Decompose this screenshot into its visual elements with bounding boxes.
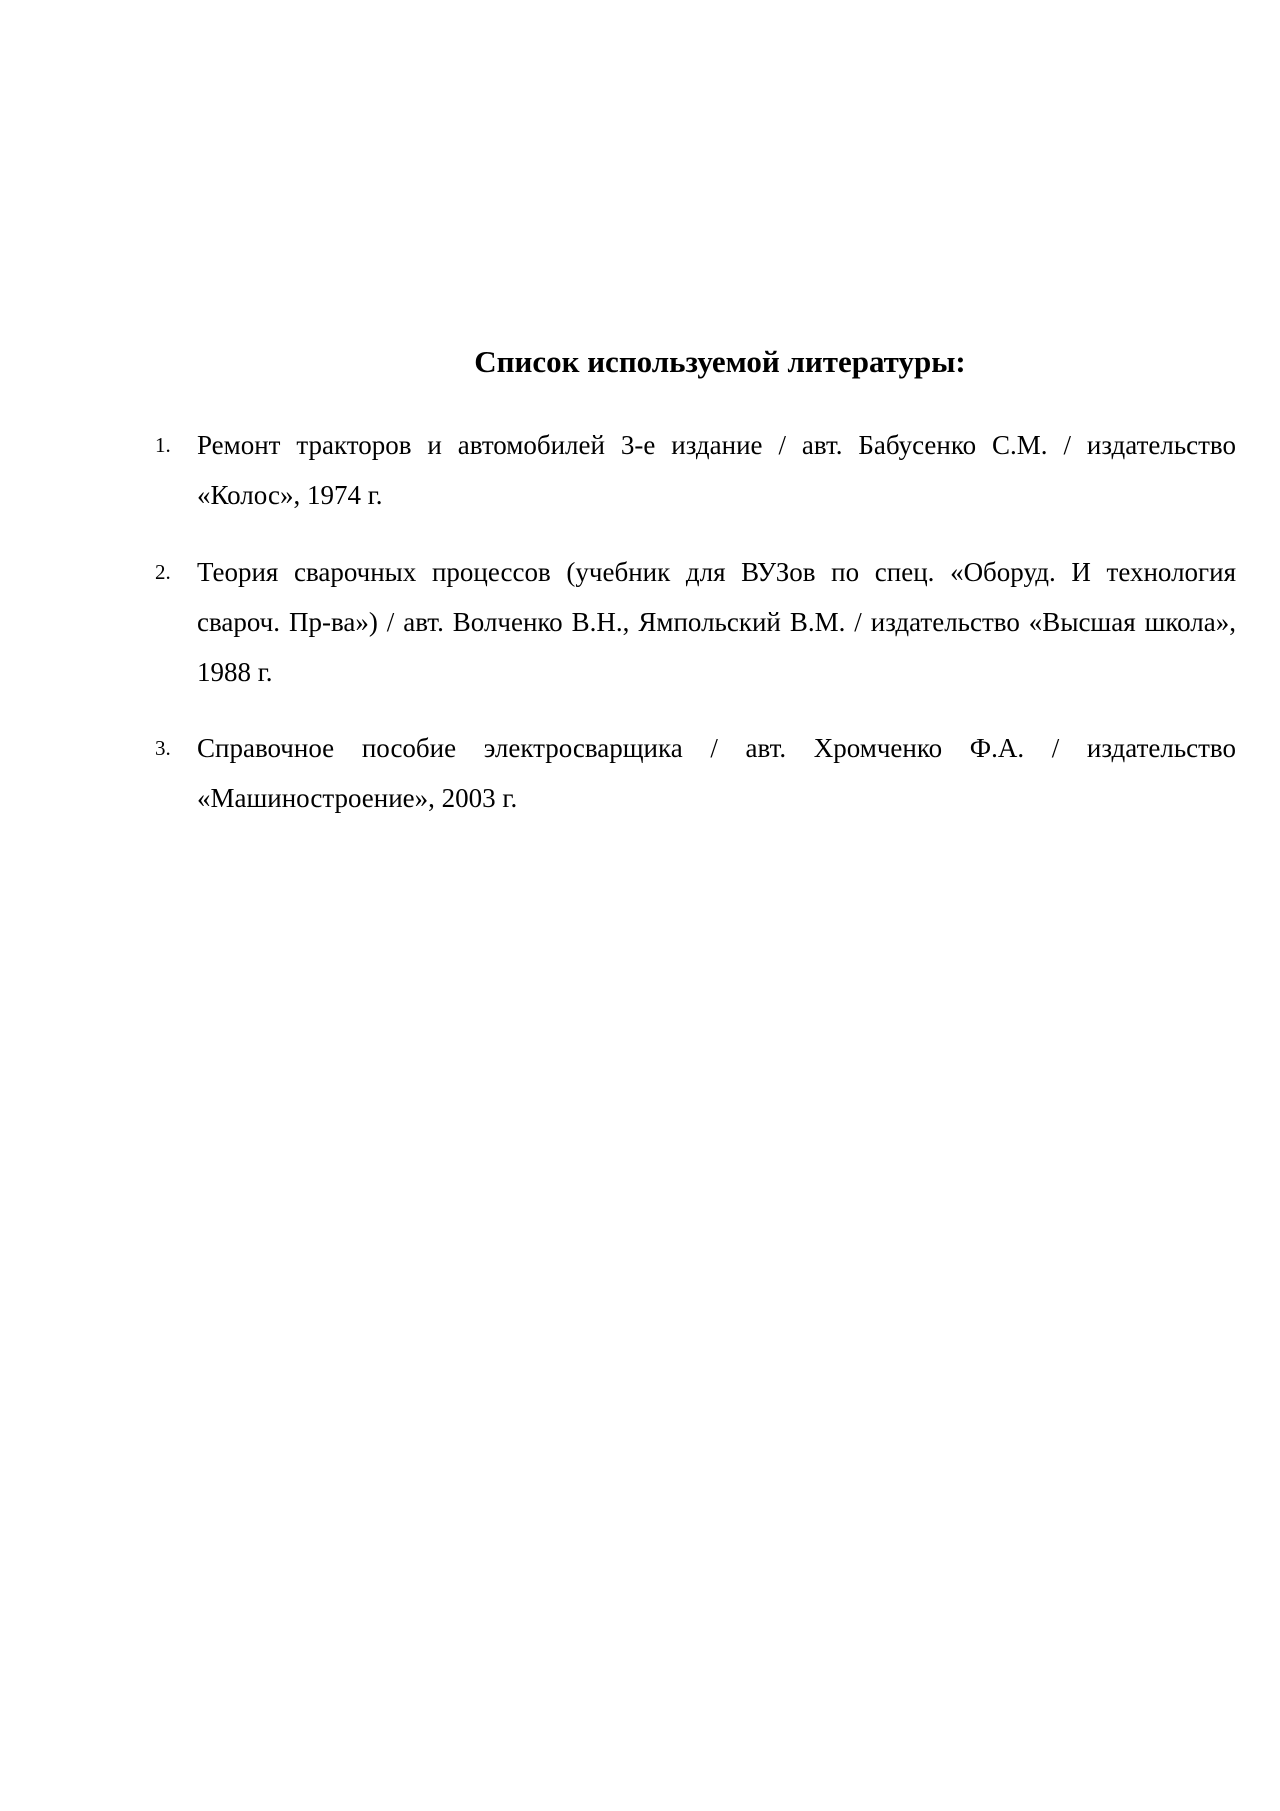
- page-title: Список используемой литературы:: [474, 344, 966, 379]
- reference-text: Ремонт тракторов и автомобилей 3-е издание / авт. Бабусенко С.М. / издательство «Колос», 1974 г.: [197, 430, 1236, 510]
- reference-text: Справочное пособие электросварщика / авт. Хромченко Ф.А. / издательство «Машиностроение», 2003 г.: [197, 733, 1236, 813]
- reference-number: 2.: [155, 560, 171, 584]
- reference-text: Теория сварочных процессов (учебник для ВУЗов по спец. «Оборуд. И технология свароч. Пр-ва») / авт. Волченко В.Н., Ямпольский В.М. / издательство «Высшая школа», 1988 г.: [197, 557, 1236, 687]
- reference-number: 1.: [155, 433, 171, 457]
- reference-number: 3.: [155, 736, 171, 760]
